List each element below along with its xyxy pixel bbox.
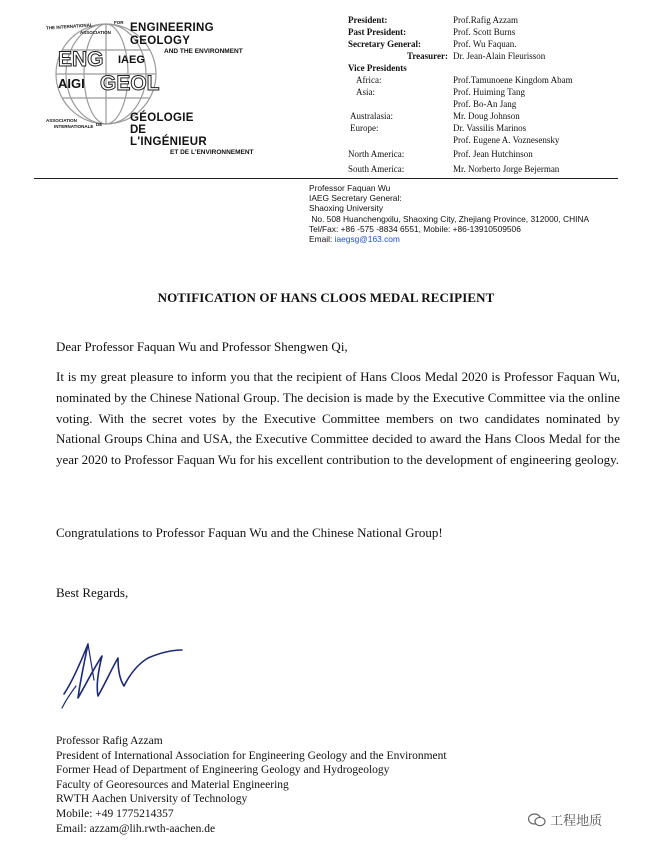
logo-geologie: GÉOLOGIE <box>130 112 194 124</box>
logo-and-environment: AND THE ENVIRONMENT <box>164 48 243 55</box>
officer-name: Prof. Bo-An Jang <box>453 99 517 109</box>
officer-role: Africa: <box>356 75 382 85</box>
logo-assoc-line3: FOR <box>114 20 124 25</box>
wechat-watermark <box>528 810 602 829</box>
handwritten-signature <box>58 634 188 714</box>
letter-title: NOTIFICATION OF HANS CLOOS MEDAL RECIPIENT <box>157 290 495 305</box>
address-line-university: Shaoxing University <box>309 203 384 214</box>
logo-geology: GEOLOGY <box>130 35 191 47</box>
wechat-icon <box>528 813 546 827</box>
address-line-title: IAEG Secretary General: <box>309 193 402 204</box>
iaeg-logo <box>44 8 276 168</box>
officer-name: Dr. Vassilis Marinos <box>453 123 527 133</box>
logo-fr-assoc3: DE <box>96 122 103 127</box>
signer-university: RWTH Aachen University of Technology <box>56 793 248 806</box>
officer-name: Mr. Norberto Jorge Bejerman <box>453 164 560 174</box>
signer-faculty: Faculty of Georesources and Material Engineering <box>56 778 289 791</box>
logo-monogram-iaeg: IAEG <box>118 54 145 66</box>
watermark-text: 工程地质 <box>550 814 603 829</box>
officer-role: Treasurer: <box>407 51 448 61</box>
officer-role: North America: <box>348 149 405 159</box>
logo-engineering: ENGINEERING <box>130 22 214 34</box>
logo-assoc-line1: THE INTERNATIONAL <box>45 22 93 31</box>
logo-monogram-eng: ENG <box>58 48 104 71</box>
officer-name: Prof. Scott Burns <box>453 27 516 37</box>
officer-name: Prof. Eugene A. Voznesensky <box>453 135 560 145</box>
officer-name: Dr. Jean-Alain Fleurisson <box>453 51 546 61</box>
logo-lingenieur: L'INGÉNIEUR <box>130 136 207 148</box>
officer-role: Europe: <box>350 123 379 133</box>
logo-monogram-geol: GEOL <box>100 72 160 95</box>
logo-monogram-aigi: AIGI <box>58 76 85 91</box>
address-line-street: No. 508 Huanchengxilu, Shaoxing City, Zhejiang Province, 312000, CHINA <box>309 213 590 224</box>
signer-name: Professor Rafig Azzam <box>56 735 163 747</box>
signer-mobile: Mobile: +49 1775214357 <box>56 807 174 820</box>
vice-presidents-heading: Vice Presidents <box>348 63 407 73</box>
signer-email: Email: azzam@lih.rwth-aachen.de <box>56 822 216 835</box>
signature-icon <box>58 634 188 714</box>
letter-paragraph: It is my great pleasure to inform you that the recipient of Hans Cloos Medal 2020 is Professor Faquan Wu, nominated by the Chinese National Group. The decision is made by the Executive Committee via the online voting. With the secret votes by the Executive Committee members on two candidates nominated by National Groups China and USA, the Executive Committee decided to award the Hans Cloos Medal for the year 2020 to Professor Faquan Wu for his excellent contribution to the development of engineering geology. <box>56 369 620 468</box>
signer-title-2: Former Head of Department of Engineering Geology and Hydrogeology <box>56 764 390 777</box>
address-line-name: Professor Faquan Wu <box>309 183 391 193</box>
logo-assoc-line2: ASSOCIATION <box>80 30 111 35</box>
officer-name: Mr. Doug Johnson <box>453 111 520 121</box>
officer-name: Prof. Huiming Tang <box>453 87 525 97</box>
signer-title-1: President of International Association for Engineering Geology and the Environment <box>56 749 447 762</box>
address-line-email <box>309 234 589 244</box>
officer-role: South America: <box>348 164 405 174</box>
header-divider <box>34 178 618 179</box>
officer-name: Prof.Rafig Azzam <box>453 15 518 25</box>
address-line-phone: Tel/Fax: +86 -575 -8834 6551, Mobile: +86-13910509506 <box>309 223 521 234</box>
congratulations-line: Congratulations to Professor Faquan Wu and the Chinese National Group! <box>56 525 443 540</box>
logo-et-environnement: ET DE L'ENVIRONNEMENT <box>170 149 254 156</box>
signer-block <box>56 734 447 836</box>
officer-role: Secretary General: <box>348 39 422 49</box>
salutation: Dear Professor Faquan Wu and Professor Shengwen Qi, <box>56 339 348 354</box>
logo-fr-assoc2: INTERNATIONALE <box>54 124 94 129</box>
closing-line: Best Regards, <box>56 585 129 600</box>
officer-role: Australasia: <box>350 111 393 121</box>
officer-name: Prof.Tamunoene Kingdom Abam <box>453 75 573 85</box>
logo-de: DE <box>130 124 146 136</box>
email-link[interactable]: iaegsg@163.com <box>334 234 400 245</box>
logo-fr-assoc1: ASSOCIATION <box>46 118 77 123</box>
officer-role: Asia: <box>356 87 375 97</box>
officer-name: Prof. Jean Hutchinson <box>453 149 533 159</box>
email-label: Email: <box>309 234 335 245</box>
officer-name: Prof. Wu Faquan. <box>453 39 517 49</box>
officer-role: Past President: <box>348 27 407 37</box>
sender-address <box>309 183 589 244</box>
officer-role: President: <box>348 15 388 25</box>
